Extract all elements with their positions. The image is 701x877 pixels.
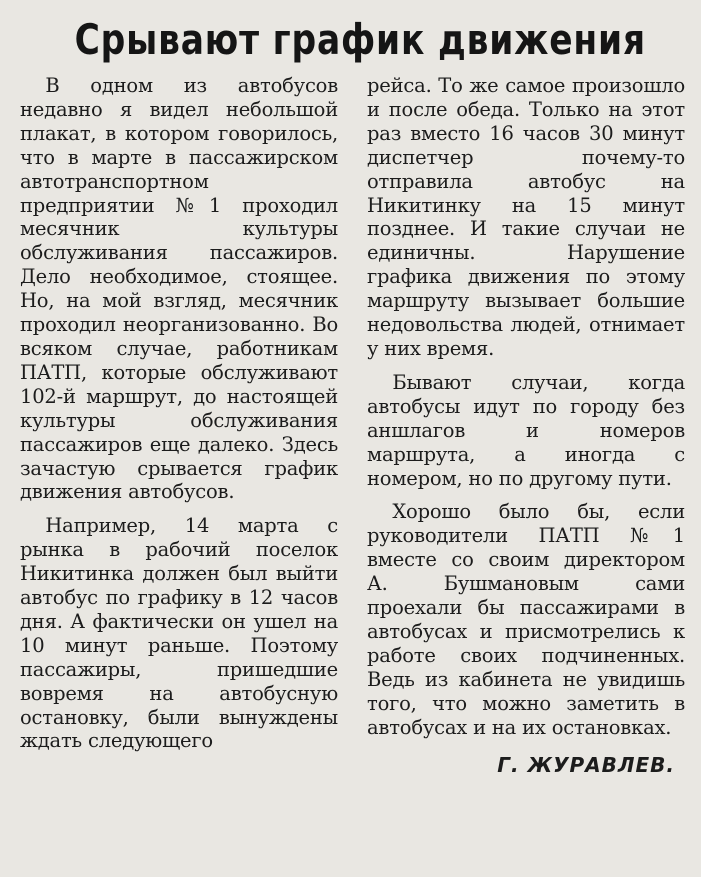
paragraph-example-continued: рейса. То же самое произошло и после обеда. Только на этот раз вместо 16 часов 30 минут диспетчер почему-то отправила автобус на Никитинку на 15 минут позднее. И такие случаи не единичны. Нарушение графика движения по этому маршруту вызывает большие недовольства людей, отнимает у них время. — [367, 74, 685, 360]
paragraph-intro: В одном из автобусов недавно я видел небольшой плакат, в котором говорилось, что в марте в пассажирском автотранспортном предприятии №1 проходил месячник культуры обслуживания пассажиров. Дело необходимое, стоящее. Но, на мой взгляд, месячник проходил неорганизованно. Во всяком случае, работникам ПАТП, которые обслуживают 102-й маршрут, до настоящей культуры обслуживания пассажиров еще далеко. Здесь зачастую срывается график движения автобусов. — [20, 74, 338, 504]
article-headline: Срывают график движения — [74, 15, 646, 64]
paragraph-route-signs: Бывают случаи, когда автобусы идут по городу без аншлагов и номеров маршрута, а иногда с номером, но по другому пути. — [367, 370, 685, 490]
author-signature: Г. ЖУРАВЛЕВ. — [497, 753, 675, 778]
article-body — [20, 74, 685, 874]
paragraph-example: Например, 14 марта с рынка в рабочий поселок Никитинка должен был выйти автобус по графику в 12 часов дня. А фактически он ушел на 10 минут раньше. Поэтому пассажиры, пришедшие вовремя на автобусную остановку, были вынуждены ждать следующего — [20, 514, 338, 753]
paragraph-conclusion: Хорошо было бы, если руководители ПАТП №1 вместе со своим директором А. Бушмановым сами проехали бы пассажирами в автобусах и присмотрелись к работе своих подчиненных. Ведь из кабинета не увидишь того, что можно заметить в автобусах и на их остановках. — [367, 500, 685, 739]
left-column — [20, 74, 338, 753]
right-column — [367, 74, 685, 777]
